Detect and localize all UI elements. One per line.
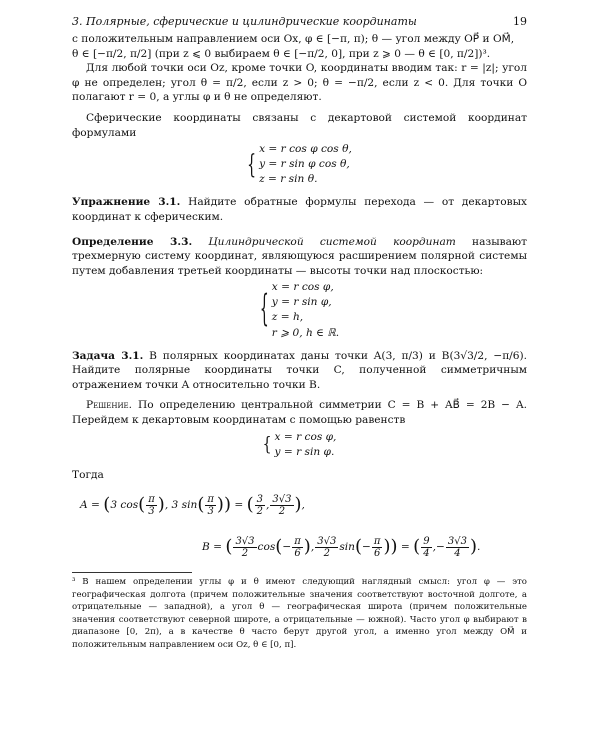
formula-line: z = h, [271, 311, 304, 324]
formula-line: z = r sin θ. [259, 173, 318, 186]
exercise [72, 195, 527, 224]
paragraph-2: Для любой точки оси Oz, кроме точки O, координаты вводим так: r = |z|; угол φ не определен; угол θ = π/2, если z > 0; θ = −π/2, если z < 0. Для точки O полагают r = 0, а углы φ и θ не определяют. [72, 62, 527, 104]
running-head [72, 14, 527, 32]
problem [72, 349, 527, 393]
solution-label: Решение. [86, 399, 133, 412]
exercise-label: Упражнение 3.1. [72, 196, 181, 209]
solution [72, 398, 527, 427]
formula-line: y = r sin φ. [274, 445, 335, 458]
formula-line: x = r cos φ cos θ, [259, 143, 352, 156]
brace-icon: { [247, 149, 257, 181]
paragraph-1b: θ ∈ [−π/2, π/2] (при z ⩽ 0 выбираем θ ∈ [−π/2, 0], при z ⩾ 0 — θ ∈ [0, π/2])³. [72, 47, 491, 60]
definition-text: называют трехмерную систему координат, являющуюся расширением полярной системы путем добавления третьей координаты — высоты точки над плоскостью: [72, 235, 527, 277]
formula-line: y = r sin φ cos θ, [259, 158, 350, 171]
brace-icon: { [259, 289, 269, 332]
formula-line: y = r sin φ, [271, 296, 332, 309]
chapter-title: 3. Полярные, сферические и цилиндрические координаты [72, 15, 417, 28]
paragraph-3: Сферические координаты связаны с декартовой системой координат формулами [72, 112, 527, 139]
problem-text: В полярных координатах даны точки A(3, π/3) и B(3√3/2, −π/6). Найдите полярные координаты точки C, полученной симметричным отражением точки A относительно точки B. [72, 349, 527, 391]
definition [72, 235, 527, 279]
paragraph-1a: с положительным направлением оси Ox, φ ∈ [−π, π); θ — угол между OP⃗ и OM⃗, [72, 33, 515, 45]
formula-line: x = r cos φ, [271, 281, 334, 294]
definition-term: Цилиндрической системой координат [208, 235, 456, 248]
footnote-divider [72, 572, 192, 573]
solution-text: По определению центральной симметрии C = B + AB⃗ = 2B − A. Перейдем к декартовым координатам с помощью равенств [72, 399, 527, 426]
brace-icon: { [262, 434, 272, 456]
problem-label: Задача 3.1. [72, 349, 144, 362]
cylindrical-system [260, 280, 339, 340]
equation-b: B = ( $\frac{3√3}{2}$ cos ( − $\frac{\pi}{6}$ ) , $\frac{3√3}{2}$ sin ( − $\frac{\pi}{6}$ ) ) = ( $\frac{9}{4}$ , − $\frac{3√3}{4}$ ) . [202, 535, 481, 559]
formula-line: x = r cos φ, [274, 430, 337, 443]
equation-a: A = ( 3 cos ( $\frac{\pi}{3}$ ) , 3 sin ( $\frac{\pi}{3}$ ) ) = ( $\frac{3}{2}$ , $\frac{3√3}{2}$ ) , [80, 493, 305, 517]
definition-label: Определение 3.3. [72, 235, 193, 248]
then-text: Тогда [72, 468, 104, 481]
page [72, 14, 527, 651]
formula-line: r ⩾ 0, h ∈ ℝ. [271, 326, 340, 339]
footnote: ³ В нашем определении углы φ и θ имеют следующий наглядный смысл: угол φ — это географическая долгота (причем положительные значения соответствуют восточной долготе, а отрицательные — западной), а угол θ — географическая широта (причем положительные значения соответствуют северной широте, а отрицательные — южной). Часто угол φ выбирают в диапазоне [0, 2π), а в качестве θ часто берут другой угол, а именно угол между OM⃗ и положительным направлением оси Oz, θ ∈ [0, π]. [72, 577, 527, 650]
page-number: 19 [513, 15, 527, 28]
spherical-system [247, 142, 352, 187]
polar-system [263, 430, 337, 460]
exercise-text: Найдите обратные формулы перехода — от декартовых координат к сферическим. [72, 196, 527, 223]
